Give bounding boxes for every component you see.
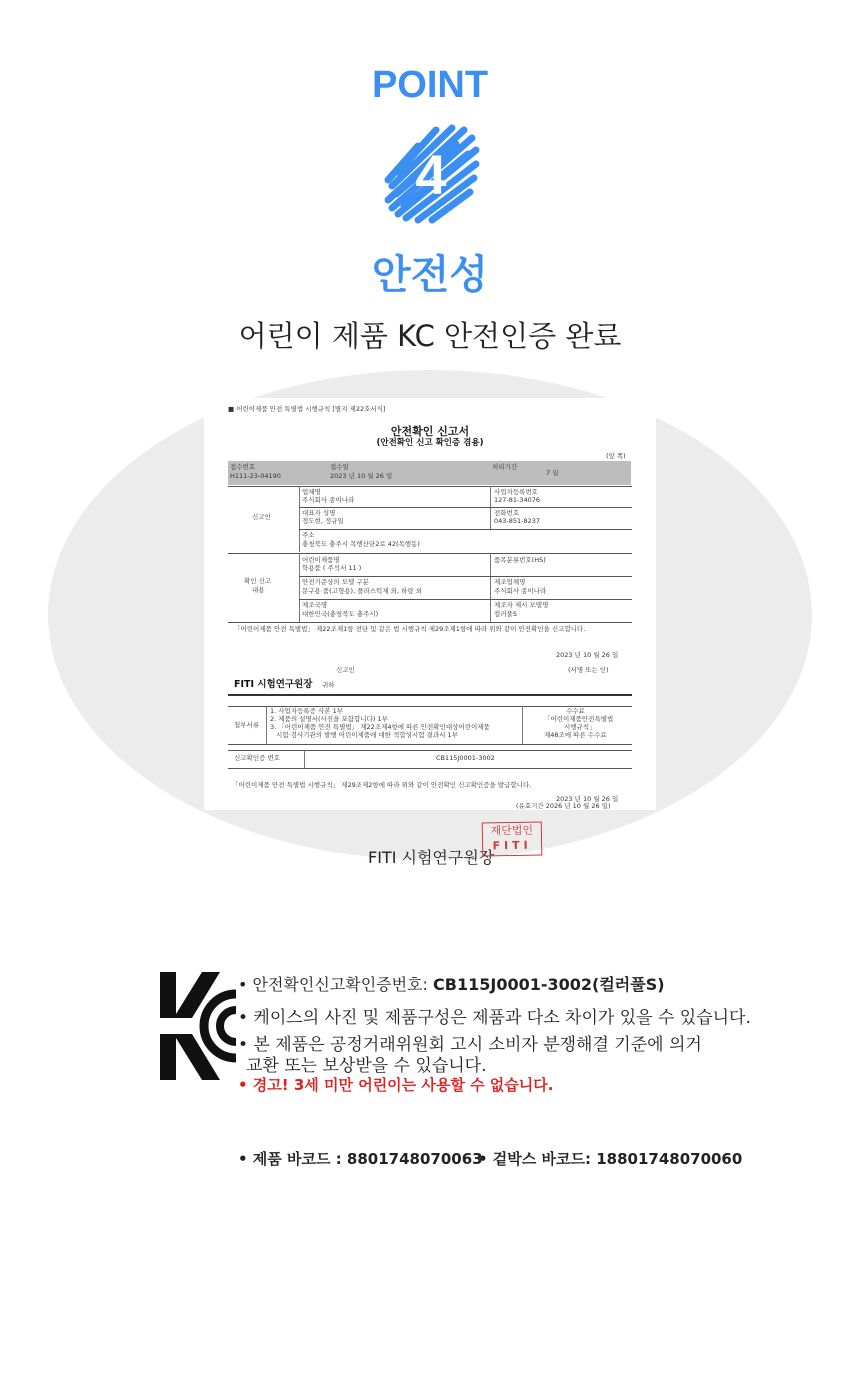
standard-label: 안전기준상의 모델 구분	[302, 578, 369, 586]
country-label: 제조국명	[302, 601, 328, 609]
issue-date: 2023 년 10 월 26 일	[556, 795, 619, 803]
divider	[299, 553, 300, 622]
kc-mark-icon	[158, 970, 238, 1082]
cert-number-line	[238, 972, 665, 995]
page-note: (앞 쪽)	[606, 452, 626, 460]
fee-text: 「어린이제품안전특별법	[544, 715, 614, 723]
divider	[228, 744, 632, 745]
attach-item: 시험·검사기관의 발행 어린이제품에 대한 적합성시험 결과서 1부	[276, 731, 458, 739]
model-label: 제조자 제시 모델명	[494, 601, 549, 609]
point-number: 4	[415, 143, 447, 206]
category-title: 안전성	[372, 252, 488, 298]
product: 학용품 ( 주석서 11 )	[302, 564, 362, 572]
signer-label: 신고인	[336, 666, 355, 674]
number-badge	[378, 120, 484, 226]
certificate-title: 안전확인 신고서	[390, 425, 470, 438]
attach-label: 첨부서류	[234, 721, 260, 729]
ceo-label: 대표자 성명	[302, 509, 336, 517]
form-reference: ■ 어린이제품 안전 특별법 시행규칙 [별지 제22호서식]	[228, 405, 386, 413]
company: 주식회사 종이나라	[302, 496, 355, 504]
attach-item: 2. 제품의 설명서(사진을 포함합니다) 1부	[270, 715, 388, 723]
attach-item: 1. 사업자등록증 사본 1부	[270, 707, 344, 715]
seal-text: FITI	[492, 838, 532, 853]
statement: 「어린이제품 안전 특별법」 제22조제1항 전단 및 같은 법 시행규칙 제29조제1항에 따라 위와 같이 안전확인을 신고합니다.	[234, 625, 586, 633]
warning-text: • 경고! 3세 미만 어린이는 사용할 수 없습니다.	[238, 1076, 554, 1094]
divider	[228, 694, 632, 696]
standard: 문구용 품(고형용), 플라스틱제 외, 하랑 외	[302, 587, 422, 595]
product-label: 어린이제품명	[302, 556, 340, 564]
divider	[228, 768, 632, 769]
divider	[228, 750, 632, 751]
receipt-date-label: 접수일	[330, 463, 349, 471]
notice-line: • 케이스의 사진 및 제품구성은 제품과 다소 차이가 있을 수 있습니다.	[238, 1008, 751, 1028]
sign-note: (서명 또는 인)	[568, 666, 609, 674]
address: 충청북도 충주시 목행산단2로 42(목행동)	[302, 540, 420, 548]
point-label: POINT	[371, 64, 489, 106]
attach-item: 3. 「어린이제품 안전 특별법」 제22조제4항에 따른 안전확인대상어린이제품	[270, 723, 490, 731]
content-label: 확인 신고	[244, 577, 272, 585]
divider	[228, 553, 632, 554]
notice-line: • 본 제품은 공정거래위원회 고시 소비자 분쟁해결 기준에 의거	[238, 1035, 702, 1055]
certno-label: 신고확인증 번호	[234, 754, 281, 762]
subtitle: 어린이 제품 KC 안전인증 완료	[238, 319, 622, 353]
ceo: 정도현, 정규일	[302, 517, 344, 525]
recipient: FITI 시험연구원장	[234, 679, 313, 690]
certno: CB115J0001-3002	[436, 754, 495, 762]
cert-number-label: • 안전확인신고확인증번호:	[238, 975, 434, 994]
fee-text: 시행규칙」	[564, 723, 596, 731]
fee-text: 제48조에 따른 수수료	[544, 731, 607, 739]
sign-date: 2023 년 10 월 26 일	[556, 651, 619, 659]
official-seal	[482, 821, 543, 856]
issuer-name: FITI 시험연구원장	[368, 848, 495, 867]
divider	[522, 706, 523, 744]
address-label: 주소	[302, 531, 315, 539]
hs-label: 품목분류번호(HS)	[494, 556, 546, 564]
notice-line: 교환 또는 보상받을 수 있습니다.	[246, 1056, 487, 1076]
divider	[490, 553, 491, 622]
product-barcode: • 제품 바코드 : 8801748070063	[238, 1150, 483, 1168]
period-label: 처리기간	[492, 463, 518, 471]
receipt-row	[228, 461, 631, 485]
divider	[299, 507, 632, 508]
period: 7 일	[546, 469, 559, 477]
cert-number-value: CB115J0001-3002(컬러풀S)	[433, 975, 665, 994]
receipt-no-label: 접수번호	[230, 463, 256, 471]
recipient-suffix: 귀하	[322, 681, 335, 689]
phone: 043-851-8237	[494, 517, 541, 525]
receipt-date: 2023 년 10 월 26 일	[330, 472, 393, 480]
country: 대한민국(충청북도 충주시)	[302, 610, 379, 618]
bizno: 127-81-34076	[494, 496, 541, 504]
divider	[266, 706, 267, 744]
certificate-document	[204, 398, 656, 810]
divider	[228, 622, 632, 623]
valid-until: (유효기간 2026 년 10 월 26 일)	[516, 802, 611, 810]
divider	[299, 576, 632, 577]
seal-text: 재단법인	[490, 823, 534, 838]
divider	[299, 486, 300, 552]
bizno-label: 사업자등록번호	[494, 488, 538, 496]
divider	[304, 750, 305, 768]
divider	[490, 486, 491, 530]
maker: 주식회사 종이나라	[494, 587, 547, 595]
fee-text: 수수료	[566, 707, 585, 715]
content-label: 내용	[252, 586, 265, 594]
applicant-label: 신고인	[252, 513, 271, 521]
divider	[228, 486, 632, 487]
model: 컬러풀S	[494, 610, 517, 618]
divider	[299, 529, 632, 530]
phone-label: 전화번호	[494, 509, 520, 517]
company-label: 업체명	[302, 488, 321, 496]
receipt-no: H111-23-04190	[230, 472, 281, 480]
certificate-subtitle: (안전확인 신고 확인증 겸용)	[376, 438, 484, 448]
divider	[299, 599, 632, 600]
maker-label: 제조업체명	[494, 578, 526, 586]
box-barcode: • 겉박스 바코드: 18801748070060	[478, 1150, 743, 1168]
issue-statement: 「어린이제품 안전 특별법 시행규칙」 제29조제2항에 따라 위와 같이 안전확인 신고확인증을 발급합니다.	[232, 781, 532, 789]
